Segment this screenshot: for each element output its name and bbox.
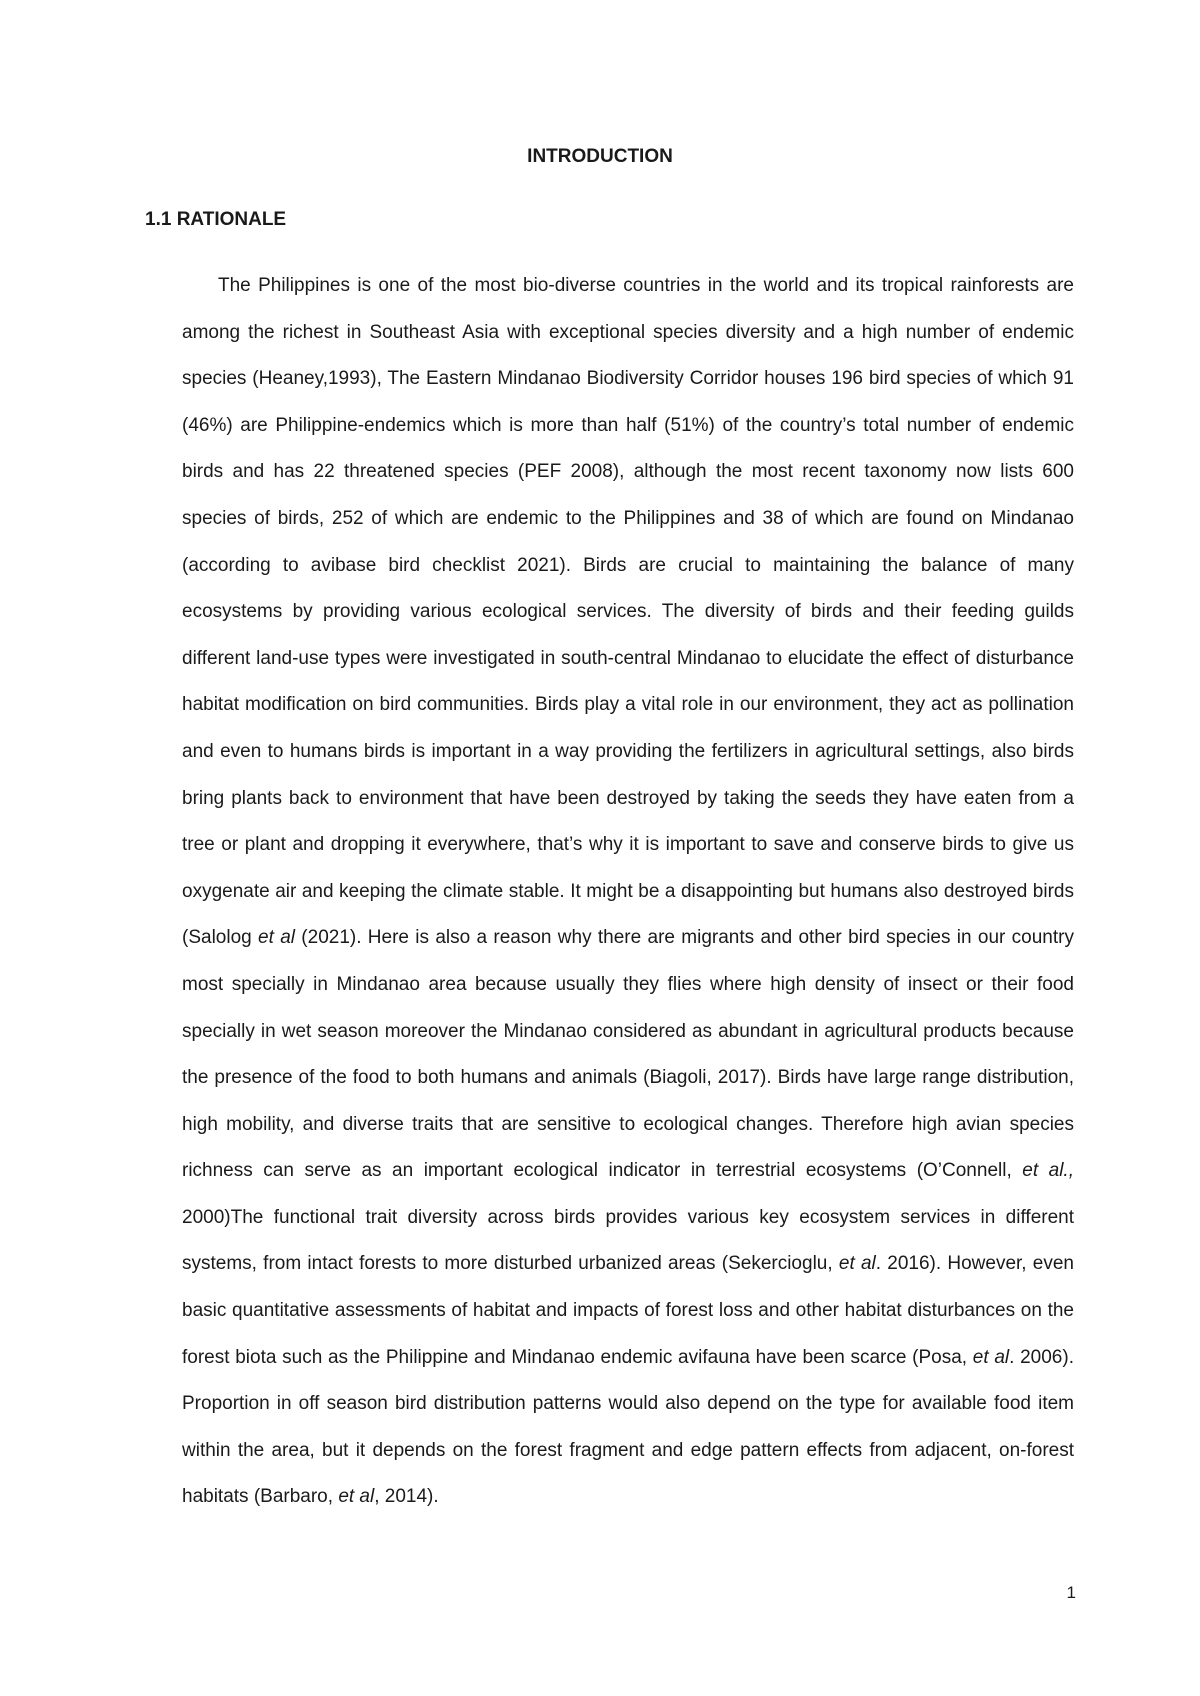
citation-et-al: et al bbox=[258, 927, 295, 949]
paragraph-text: . 2016). However, even basic quantitative assessments of habitat and impacts of forest loss and other habitat disturbances on the forest biota such as the Philippine and Mindanao endemic avifauna have been scarce (Posa, bbox=[182, 1253, 1075, 1368]
page-number: 1 bbox=[1066, 1583, 1076, 1602]
section-heading: 1.1 RATIONALE bbox=[145, 209, 287, 230]
page-title: INTRODUCTION bbox=[527, 146, 673, 167]
paragraph-text: 2000)The functional trait diversity across birds provides various key ecosystem services in different systems, from intact forests to more disturbed urbanized areas (Sekercioglu, bbox=[182, 1206, 1074, 1275]
paragraph-text: (2021). Here is also a reason why there are migrants and other bird species in our country most specially in Mindanao area because usually they flies where high density of insect or their food specially in wet season moreover the Mindanao considered as abundant in agricultural products because the presence of the food to both humans and animals (Biagoli, 2017). Birds have large range distribution, high mobility, and diverse traits that are sensitive to ecological changes. Therefore high avian species richness can serve as an important ecological indicator in terrestrial ecosystems (O’Connell, bbox=[182, 927, 1074, 1182]
paragraph-text: The Philippines is one of the most bio-diverse countries in the world and its tropical rainforests are among the richest in Southeast Asia with exceptional species diversity and a high number of endemic species (Heaney,1993), The Eastern Mindanao Biodiversity Corridor houses 196 bird species of which 91 (46%) are Philippine-endemics which is more than half (51%) of the country’s total number of endemic birds and has 22 threatened species (PEF 2008), although the most recent taxonomy now lists 600 species of birds, 252 of which are endemic to the Philippines and 38 of which are found on Mindanao (according to avibase bird checklist 2021). Birds are crucial to maintaining the balance of many ecosystems by providing various ecological services. The diversity of birds and their feeding guilds different land-use types were investigated in south-central Mindanao to elucidate the effect of disturbance habitat modification on bird communities. Birds play a vital role in our environment, they act as pollination and even to humans birds is important in a way providing the fertilizers in agricultural settings, also birds bring plants back to environment that have been destroyed by taking the seeds they have eaten from a tree or plant and dropping it everywhere, that’s why it is important to save and conserve birds to give us oxygenate air and keeping the climate stable. It might be a disappointing but humans also destroyed birds (Salolog bbox=[182, 275, 1074, 949]
body-paragraph bbox=[182, 263, 1074, 1521]
citation-et-al: et al bbox=[838, 1253, 876, 1275]
paragraph-text: . 2006). Proportion in off season bird distribution patterns would also depend on the type for available food item within the area, but it depends on the forest fragment and edge pattern effects from adjacent, on-forest habitats (Barbaro, bbox=[182, 1346, 1074, 1508]
citation-et-al: et al bbox=[338, 1486, 375, 1508]
citation-et-al: et al bbox=[972, 1346, 1010, 1368]
paragraph-text: , 2014). bbox=[374, 1486, 439, 1508]
citation-et-al: et al., bbox=[1022, 1160, 1074, 1182]
